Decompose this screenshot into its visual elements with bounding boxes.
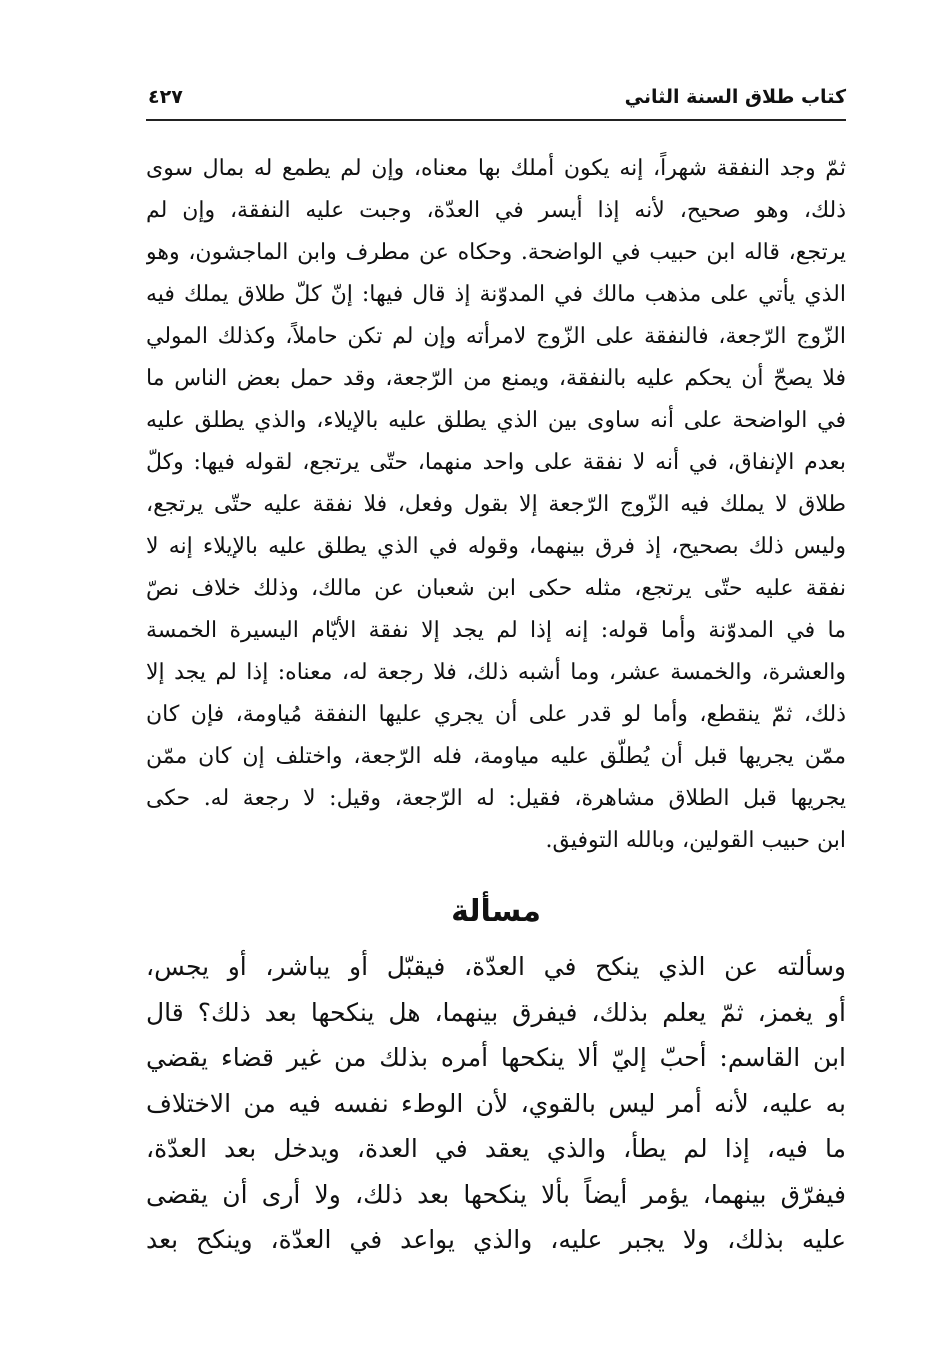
text-line-last: ابن حبيب القولين، وبالله التوفيق. (545, 828, 846, 853)
text-line: ذلك، وهو صحيح، لأنه إذا أيسر في العدّة، وجبت عليه النفقة، وإن لم (146, 198, 846, 223)
text-line: طلاق لا يملك فيه الزّوج الرّجعة إلا بقول وفعل، فلا نفقة عليه حتّى يرتجع، (146, 492, 846, 517)
text-line: ما في المدوّنة وأما قوله: إنه إذا لم يجد إلا نفقة الأيّام اليسيرة الخمسة (146, 618, 846, 643)
section-line: عليه بذلك، ولا يجبر عليه، والذي يواعد في العدّة، وينكح بعد (146, 1225, 846, 1254)
text-line: الذي يأتي على مذهب مالك في المدوّنة إذ قال فيها: إنّ كلّ طلاق يملك فيه (146, 282, 846, 307)
text-line: والعشرة، والخمسة عشر، وما أشبه ذلك، فلا رجعة له، معناه: إذا لم يجد إلا (146, 660, 846, 685)
page-header (146, 82, 846, 118)
running-title: كتاب طلاق السنة الثاني (624, 86, 846, 108)
text-line: في الواضحة على أنه ساوى بين الذي يطلق عليه بالإيلاء، والذي يطلق عليه (146, 408, 846, 433)
section-line: وسألته عن الذي ينكح في العدّة، فيقبّل أو يباشر، أو يجس، (146, 952, 846, 981)
header-rule (146, 119, 846, 121)
text-line: يجريها قبل الطلاق مشاهرة، فقيل: له الرّجعة، وقيل: لا رجعة له. حكى (146, 786, 846, 811)
text-line: الزّوج الرّجعة، فالنفقة على الزّوج لامرأته وإن لم تكن حاملاً، وكذلك المولي (146, 324, 846, 349)
section-line: ما فيه، إذا لم يطأ، والذي يعقد في العدة، ويدخل بعد العدّة، (146, 1134, 846, 1163)
text-line: بعدم الإنفاق، في أنه لا نفقة على واحد منهما، حتّى يرتجع، لقوله فيها: وكلّ (146, 450, 846, 475)
text-line: وليس ذلك بصحيح، إذ فرق بينهما، وقوله في الذي يطلق عليه بالإيلاء إنه لا (146, 534, 846, 559)
text-line: نفقة عليه حتّى يرتجع، مثله حكى ابن شعبان عن مالك، وذلك خلاف نصّ (146, 576, 846, 601)
section-line: به عليه، لأنه أمر ليس بالقوي، لأن الوطء نفسه فيه من الاختلاف (146, 1088, 846, 1118)
text-line: ممّن يجريها قبل أن يُطلّق عليه مياومة، فله الرّجعة، واختلف إن كان ممّن (146, 744, 846, 769)
page-number: ٤٢٧ (148, 86, 183, 108)
text-line: ذلك، ثمّ ينقطع، وأما لو قدر على أن يجري عليها النفقة مُياومة، فإن كان (146, 702, 846, 727)
text-line: يرتجع، قاله ابن حبيب في الواضحة. وحكاه عن مطرف وابن الماجشون، وهو (146, 240, 846, 265)
main-text-block (146, 148, 846, 862)
text-line: فلا يصحّ أن يحكم عليه بالنفقة، ويمنع من الرّجعة، وقد حمل بعض الناس ما (146, 366, 846, 391)
section-line: فيفرّق بينهما، يؤمر أيضاً بألا ينكحها بعد ذلك، ولا أرى أن يقضى (146, 1179, 846, 1209)
text-line: ثمّ وجد النفقة شهراً، إنه يكون أملك بها معناه، وإن لم يطمع له بمال سوى (146, 156, 846, 181)
section-line: أو يغمز، ثمّ يعلم بذلك، فيفرق بينهما، هل ينكحها بعد ذلك؟ قال (146, 997, 846, 1027)
section-text-block (146, 944, 846, 1263)
section-heading-wrap (146, 886, 846, 938)
section-heading: مسألة (451, 894, 541, 929)
section-line: ابن القاسم: أحبّ إليّ ألا ينكحها أمره بذلك من غير قضاء يقضي (146, 1043, 846, 1072)
